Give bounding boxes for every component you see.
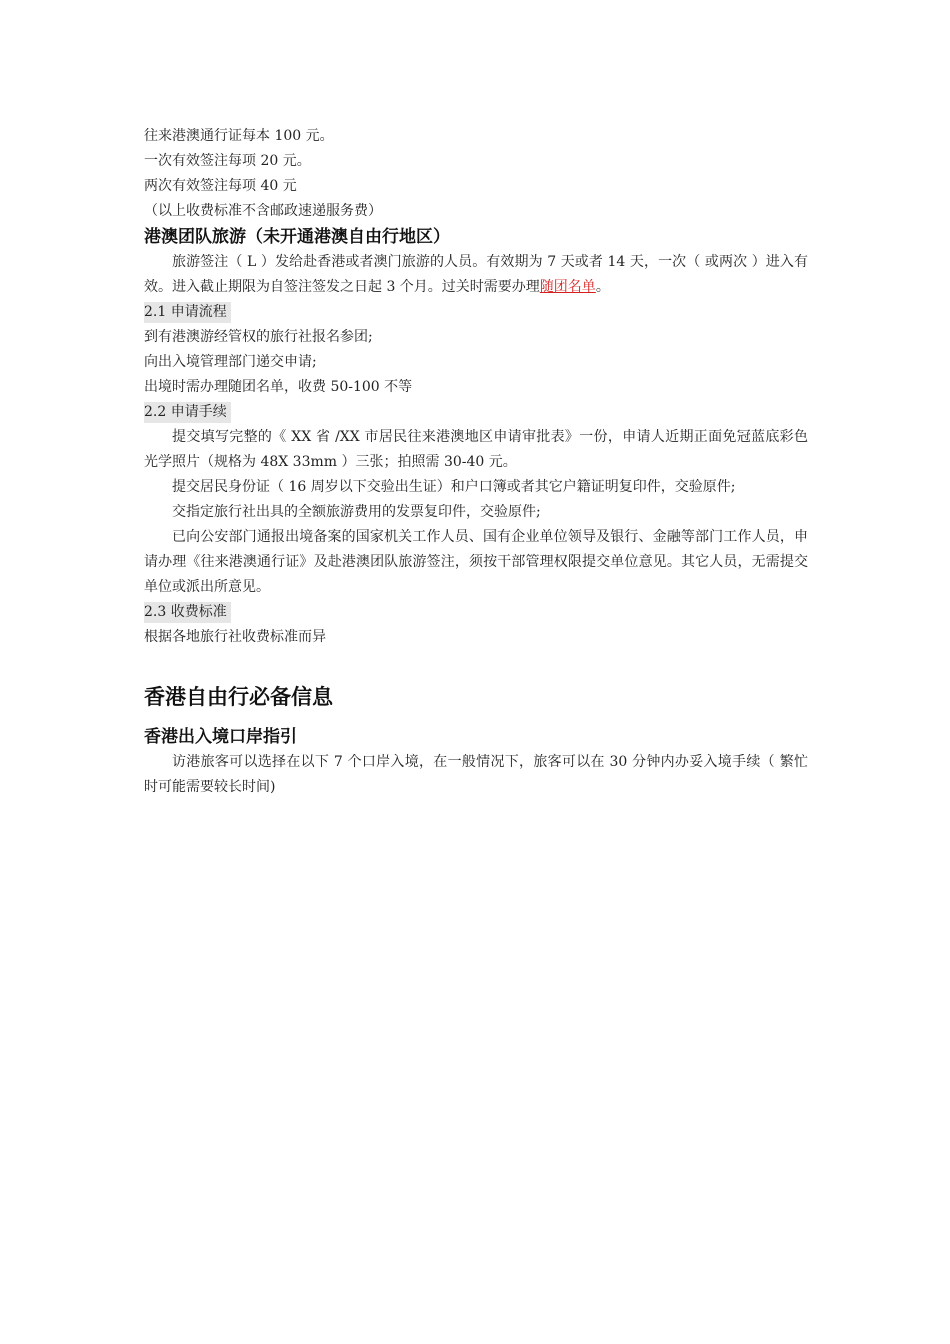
fee-standard-text: 根据各地旅行社收费标准而异 [144, 629, 326, 645]
document-page [144, 124, 808, 800]
hk-free-travel-title: 香港自由行必备信息 [144, 685, 333, 709]
group-list-link[interactable]: 随团名单 [539, 279, 596, 295]
process-item-1: 到有港澳游经管权的旅行社报名参团; [144, 329, 373, 345]
fee-double-endorsement: 两次有效签注每项 40 元 [144, 178, 297, 194]
group-tour-title: 港澳团队旅游（未开通港澳自由行地区） [144, 227, 450, 247]
procedure-paragraph-4: 已向公安部门通报出境备案的国家机关工作人员、国有企业单位领导及银行、金融等部门工作人员，申请办理《往来港澳通行证》及赴港澳团队旅游签注，须按干部管理权限提交单位意见。其它人员，无需提交单位或派出所意见。 [144, 529, 808, 595]
procedure-paragraph-2: 提交居民身份证（ 16 周岁以下交验出生证）和户口簿或者其它户籍证明复印件，交验原件; [172, 479, 736, 495]
group-tour-intro-text: 旅游签注（ L ）发给赴香港或者澳门旅游的人员。有效期为 7 天或者 14 天，一次（ 或两次 ）进入有效。进入截止期限为自签注签发之日起 3 个月。过关时需要办理 [144, 254, 808, 295]
section-2-1-heading: 2.1 申请流程 [144, 302, 231, 323]
fee-single-endorsement: 一次有效签注每项 20 元。 [144, 153, 311, 169]
section-2-3-heading: 2.3 收费标准 [144, 602, 231, 623]
group-tour-intro-end: 。 [595, 279, 610, 295]
procedure-paragraph-1: 提交填写完整的《 XX 省 /XX 市居民往来港澳地区申请审批表》一份，申请人近期正面免冠蓝底彩色光学照片（规格为 48X 33mm ）三张；拍照需 30-40 元。 [144, 429, 808, 470]
hk-port-guide-title: 香港出入境口岸指引 [144, 727, 297, 747]
group-tour-intro [144, 250, 808, 300]
section-2-2-heading: 2.2 申请手续 [144, 402, 231, 423]
process-item-2: 向出入境管理部门递交申请; [144, 354, 317, 370]
procedure-paragraph-3: 交指定旅行社出具的全额旅游费用的发票复印件，交验原件; [172, 504, 541, 520]
fee-note: （以上收费标准不含邮政速递服务费） [144, 203, 382, 219]
process-item-3: 出境时需办理随团名单，收费 50-100 不等 [144, 379, 413, 395]
hk-port-guide-text: 访港旅客可以选择在以下 7 个口岸入境，在一般情况下，旅客可以在 30 分钟内办妥入境手续（ 繁忙时可能需要较长时间) [144, 754, 808, 795]
fee-pass: 往来港澳通行证每本 100 元。 [144, 128, 334, 144]
